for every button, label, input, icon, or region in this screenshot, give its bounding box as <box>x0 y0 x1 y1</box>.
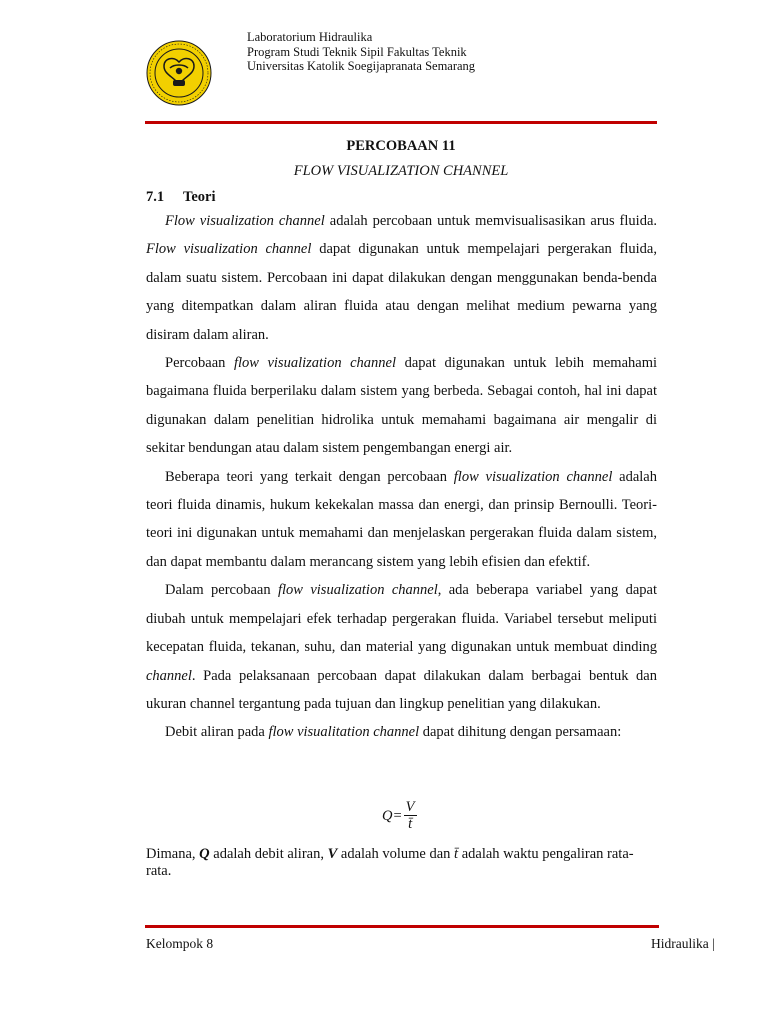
text-run: dapat digunakan untuk mempelajari pergerakan fluida, dalam suatu sistem. Percobaan ini dapat dilakukan dengan menggunakan benda-benda yang ditempatkan dalam aliran fluida atau dengan melihat medium pewarna yang disiram dalam aliran. <box>146 241 657 343</box>
text-run: adalah debit aliran, <box>209 846 328 862</box>
equation-lhs: Q <box>382 807 393 824</box>
italic-term: flow visualization channel <box>277 582 438 599</box>
text-run: , ada beberapa variabel yang dapat diubah untuk mempelajari efek terhadap pergerakan fluida. Variabel tersebut meliputi kecepatan fluida, tekanan, suhu, dan material yang digunakan untuk membuat dinding <box>146 582 657 656</box>
text-run: adalah waktu pengaliran rata-rata. <box>146 846 634 879</box>
document-title: PERCOBAAN 11 <box>346 138 456 154</box>
text-run: dapat digunakan untuk lebih memahami bagaimana fluida berperilaku dalam sistem yang berbeda. Sebagai contoh, hal ini dapat digunakan dalam penelitian hidrolika untuk memahami bagaimana air mengalir di sekitar bendungan atau dalam sistem pengembangan energi air. <box>146 355 657 457</box>
paragraph <box>146 207 657 349</box>
paragraph <box>146 349 657 463</box>
text-run: Debit aliran pada <box>165 724 269 741</box>
institution-line: Laboratorium Hidraulika <box>247 30 373 44</box>
footer-group: Kelompok 8 <box>146 936 214 951</box>
fraction <box>404 800 417 832</box>
institution-line: Universitas Katolik Soegijapranata Semarang <box>247 59 476 73</box>
italic-term: Flow visualization channel <box>165 213 325 229</box>
paragraph <box>146 576 657 718</box>
text-run: adalah percobaan untuk memvisualisasikan arus fluida. <box>324 213 658 229</box>
section-number: 7.1 <box>146 189 165 205</box>
text-run: Dalam percobaan <box>165 582 278 599</box>
section-heading <box>146 189 216 206</box>
text-run: Beberapa teori yang terkait dengan percobaan <box>165 468 454 485</box>
symbol-q: Q <box>199 846 210 862</box>
body-text <box>146 207 657 747</box>
equation-block <box>0 800 768 836</box>
italic-term: Flow visualization channel <box>146 241 312 258</box>
italic-term: flow visualization channel <box>233 355 397 372</box>
equation-definition <box>146 846 657 880</box>
paragraph <box>146 718 657 746</box>
italic-term: channel <box>146 667 192 684</box>
fraction-denominator: t̄ <box>408 816 413 832</box>
document-subtitle: FLOW VISUALIZATION CHANNEL <box>293 163 509 179</box>
text-run: . Pada pelaksanaan percobaan dapat dilakukan dalam berbagai bentuk dan ukuran channel tergantung pada tujuan dan lingkup penelitian yang dilakukan. <box>146 667 657 712</box>
text-run: Percobaan <box>165 355 234 372</box>
symbol-v: V <box>327 846 338 862</box>
text-run: Dimana, <box>146 846 200 862</box>
university-logo <box>146 40 212 106</box>
institution-line: Program Studi Teknik Sipil Fakultas Teknik <box>247 44 467 59</box>
footer-course: Hidraulika | <box>651 936 715 951</box>
section-title: Teori <box>183 189 216 205</box>
header-divider <box>145 121 657 124</box>
paragraph <box>146 463 657 577</box>
text-run: dapat dihitung dengan persamaan: <box>419 724 622 741</box>
symbol-t: t̄ <box>454 846 459 862</box>
text-run: adalah teori fluida dinamis, hukum kekekalan massa dan energi, dan prinsip Bernoulli. Teori-teori ini digunakan untuk memahami dan menjelaskan pergerakan fluida dalam sistem, dan dapat membantu dalam merancang sistem yang lebih efisien dan efektif. <box>146 468 657 570</box>
italic-term: flow visualitation channel <box>268 724 420 741</box>
fraction-numerator: V <box>405 799 415 815</box>
text-run: adalah volume dan <box>337 846 455 862</box>
footer-divider <box>145 925 659 928</box>
institution-block <box>247 30 475 74</box>
equals-sign: = <box>393 807 402 824</box>
page-header <box>0 0 768 130</box>
discharge-equation <box>382 800 417 832</box>
italic-term: flow visualization channel <box>453 468 613 485</box>
